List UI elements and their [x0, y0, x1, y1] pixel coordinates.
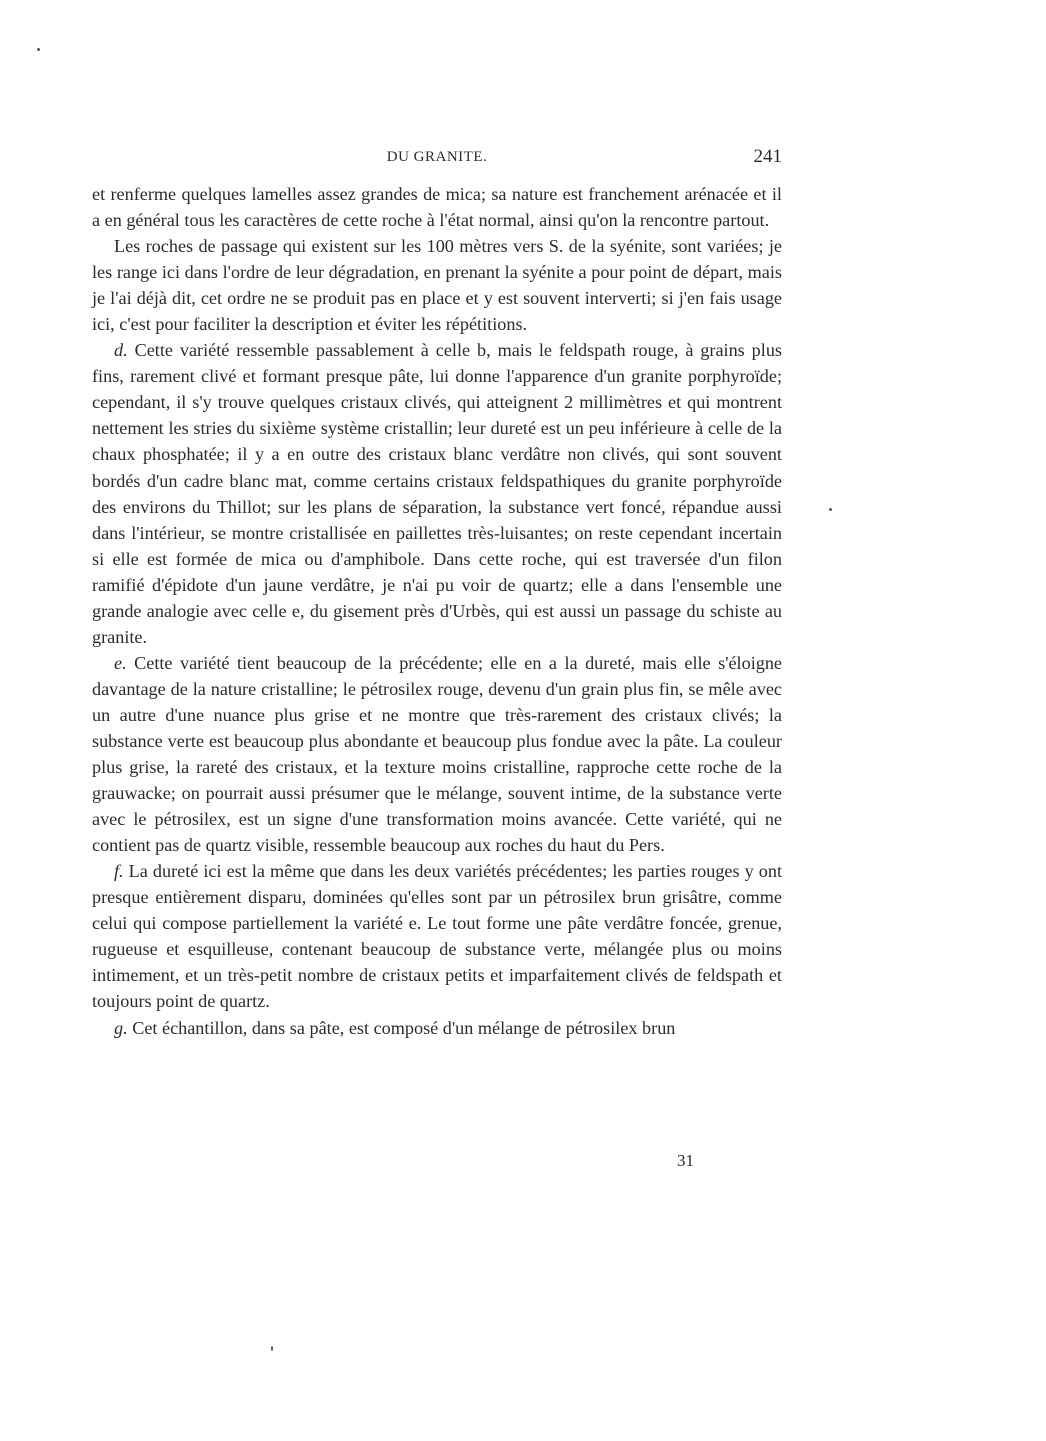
- item-letter: d.: [114, 340, 128, 361]
- running-title: DU GRANITE.: [386, 149, 488, 165]
- paragraph-continuation: [92, 181, 782, 233]
- signature-mark: 31: [677, 1151, 694, 1170]
- item-letter: f.: [114, 861, 124, 882]
- paragraph-text: La dureté ici est la même que dans les deux variétés précédentes; les parties rouges y ont presque entièrement disparu, dominées qu'elles sont par un pétrosilex brun grisâtre, comme celui qui compose partiellement la variété e. Le tout forme une pâte verdâtre foncée, grenue, rugueuse et esquilleuse, contenant beaucoup de substance verte, mélangée plus ou moins intimement, et un très-petit nombre de cristaux petits et imparfaitement clivés de feldspath et toujours point de quartz.: [92, 861, 782, 1012]
- paragraph-text: Cette variété tient beaucoup de la précédente; elle en a la dureté, mais elle s'éloigne davantage de la nature cristalline; le pétrosilex rouge, devenu d'un grain plus fin, se mêle avec un autre d'une nuance plus grise et ne montre que très-rarement des cristaux clivés; la substance verte est beaucoup plus abondante et beaucoup plus fondue avec la pâte. La couleur plus grise, la rareté des cristaux, et la texture moins cristalline, rapproche cette roche de la grauwacke; on pourrait aussi présumer que le mélange, souvent intime, de la substance verte avec le pétrosilex, est un signe d'une transformation moins avancée. Cette variété, qui ne contient pas de quartz visible, ressemble beaucoup aux roches du haut du Pers.: [92, 652, 783, 856]
- body-text: [92, 181, 782, 1041]
- dust-speck: [271, 1346, 273, 1351]
- dust-speck: [37, 48, 40, 51]
- paragraph-text: Cette variété ressemble passablement à celle b, mais le feldspath rouge, à grains plus fins, rarement clivé et formant presque pâte, lui donne l'apparence d'un granite porphyroïde; cependant, il s'y trouve quelques cristaux clivés, qui atteignent 2 millimètres et qui montrent nettement les stries du sixième système cristallin; leur dureté est un peu inférieure à celle de la chaux phosphatée; il y a en outre des cristaux blanc verdâtre non clivés, qui sont souvent bordés d'un cadre blanc mat, comme certains cristaux feldspathiques du granite porphyroïde des environs du Thillot; sur les plans de séparation, la substance vert foncé, répandue aussi dans l'intérieur, se montre cristallisée en paillettes très-luisantes; on reste cependant incertain si elle est formée de mica ou d'amphibole. Dans cette roche, qui est traversée d'un filon ramifié d'épidote d'un jaune verdâtre, je n'ai pu voir de quartz; elle a dans l'ensemble une grande analogie avec celle e, du gisement près d'Urbès, qui est aussi un passage du schiste au granite.: [92, 340, 782, 647]
- running-head: [92, 146, 782, 170]
- dust-speck: [829, 508, 832, 511]
- paragraph-variety-f: [92, 858, 782, 1014]
- paragraph-text: Cet échantillon, dans sa pâte, est composé d'un mélange de pétrosilex brun: [132, 1017, 676, 1038]
- paragraph-variety-g: [92, 1015, 782, 1041]
- page-number: 241: [753, 146, 782, 167]
- paragraph-variety-d: [92, 337, 782, 650]
- item-letter: e.: [114, 652, 127, 673]
- paragraph-text: Les roches de passage qui existent sur les 100 mètres vers S. de la syénite, sont variées; je les range ici dans l'ordre de leur dégradation, en prenant la syénite a pour point de départ, mais je l'ai déjà dit, cet ordre ne se produit pas en place et y est souvent interverti; si j'en fais usage ici, c'est pour faciliter la description et éviter les répétitions.: [92, 236, 782, 335]
- paragraph-transition-rocks: [92, 233, 782, 337]
- paragraph-variety-e: [92, 650, 782, 858]
- item-letter: g.: [114, 1017, 128, 1038]
- paragraph-text: et renferme quelques lamelles assez grandes de mica; sa nature est franchement arénacée et il a en général tous les caractères de cette roche à l'état normal, ainsi qu'on la rencontre partout.: [92, 184, 782, 231]
